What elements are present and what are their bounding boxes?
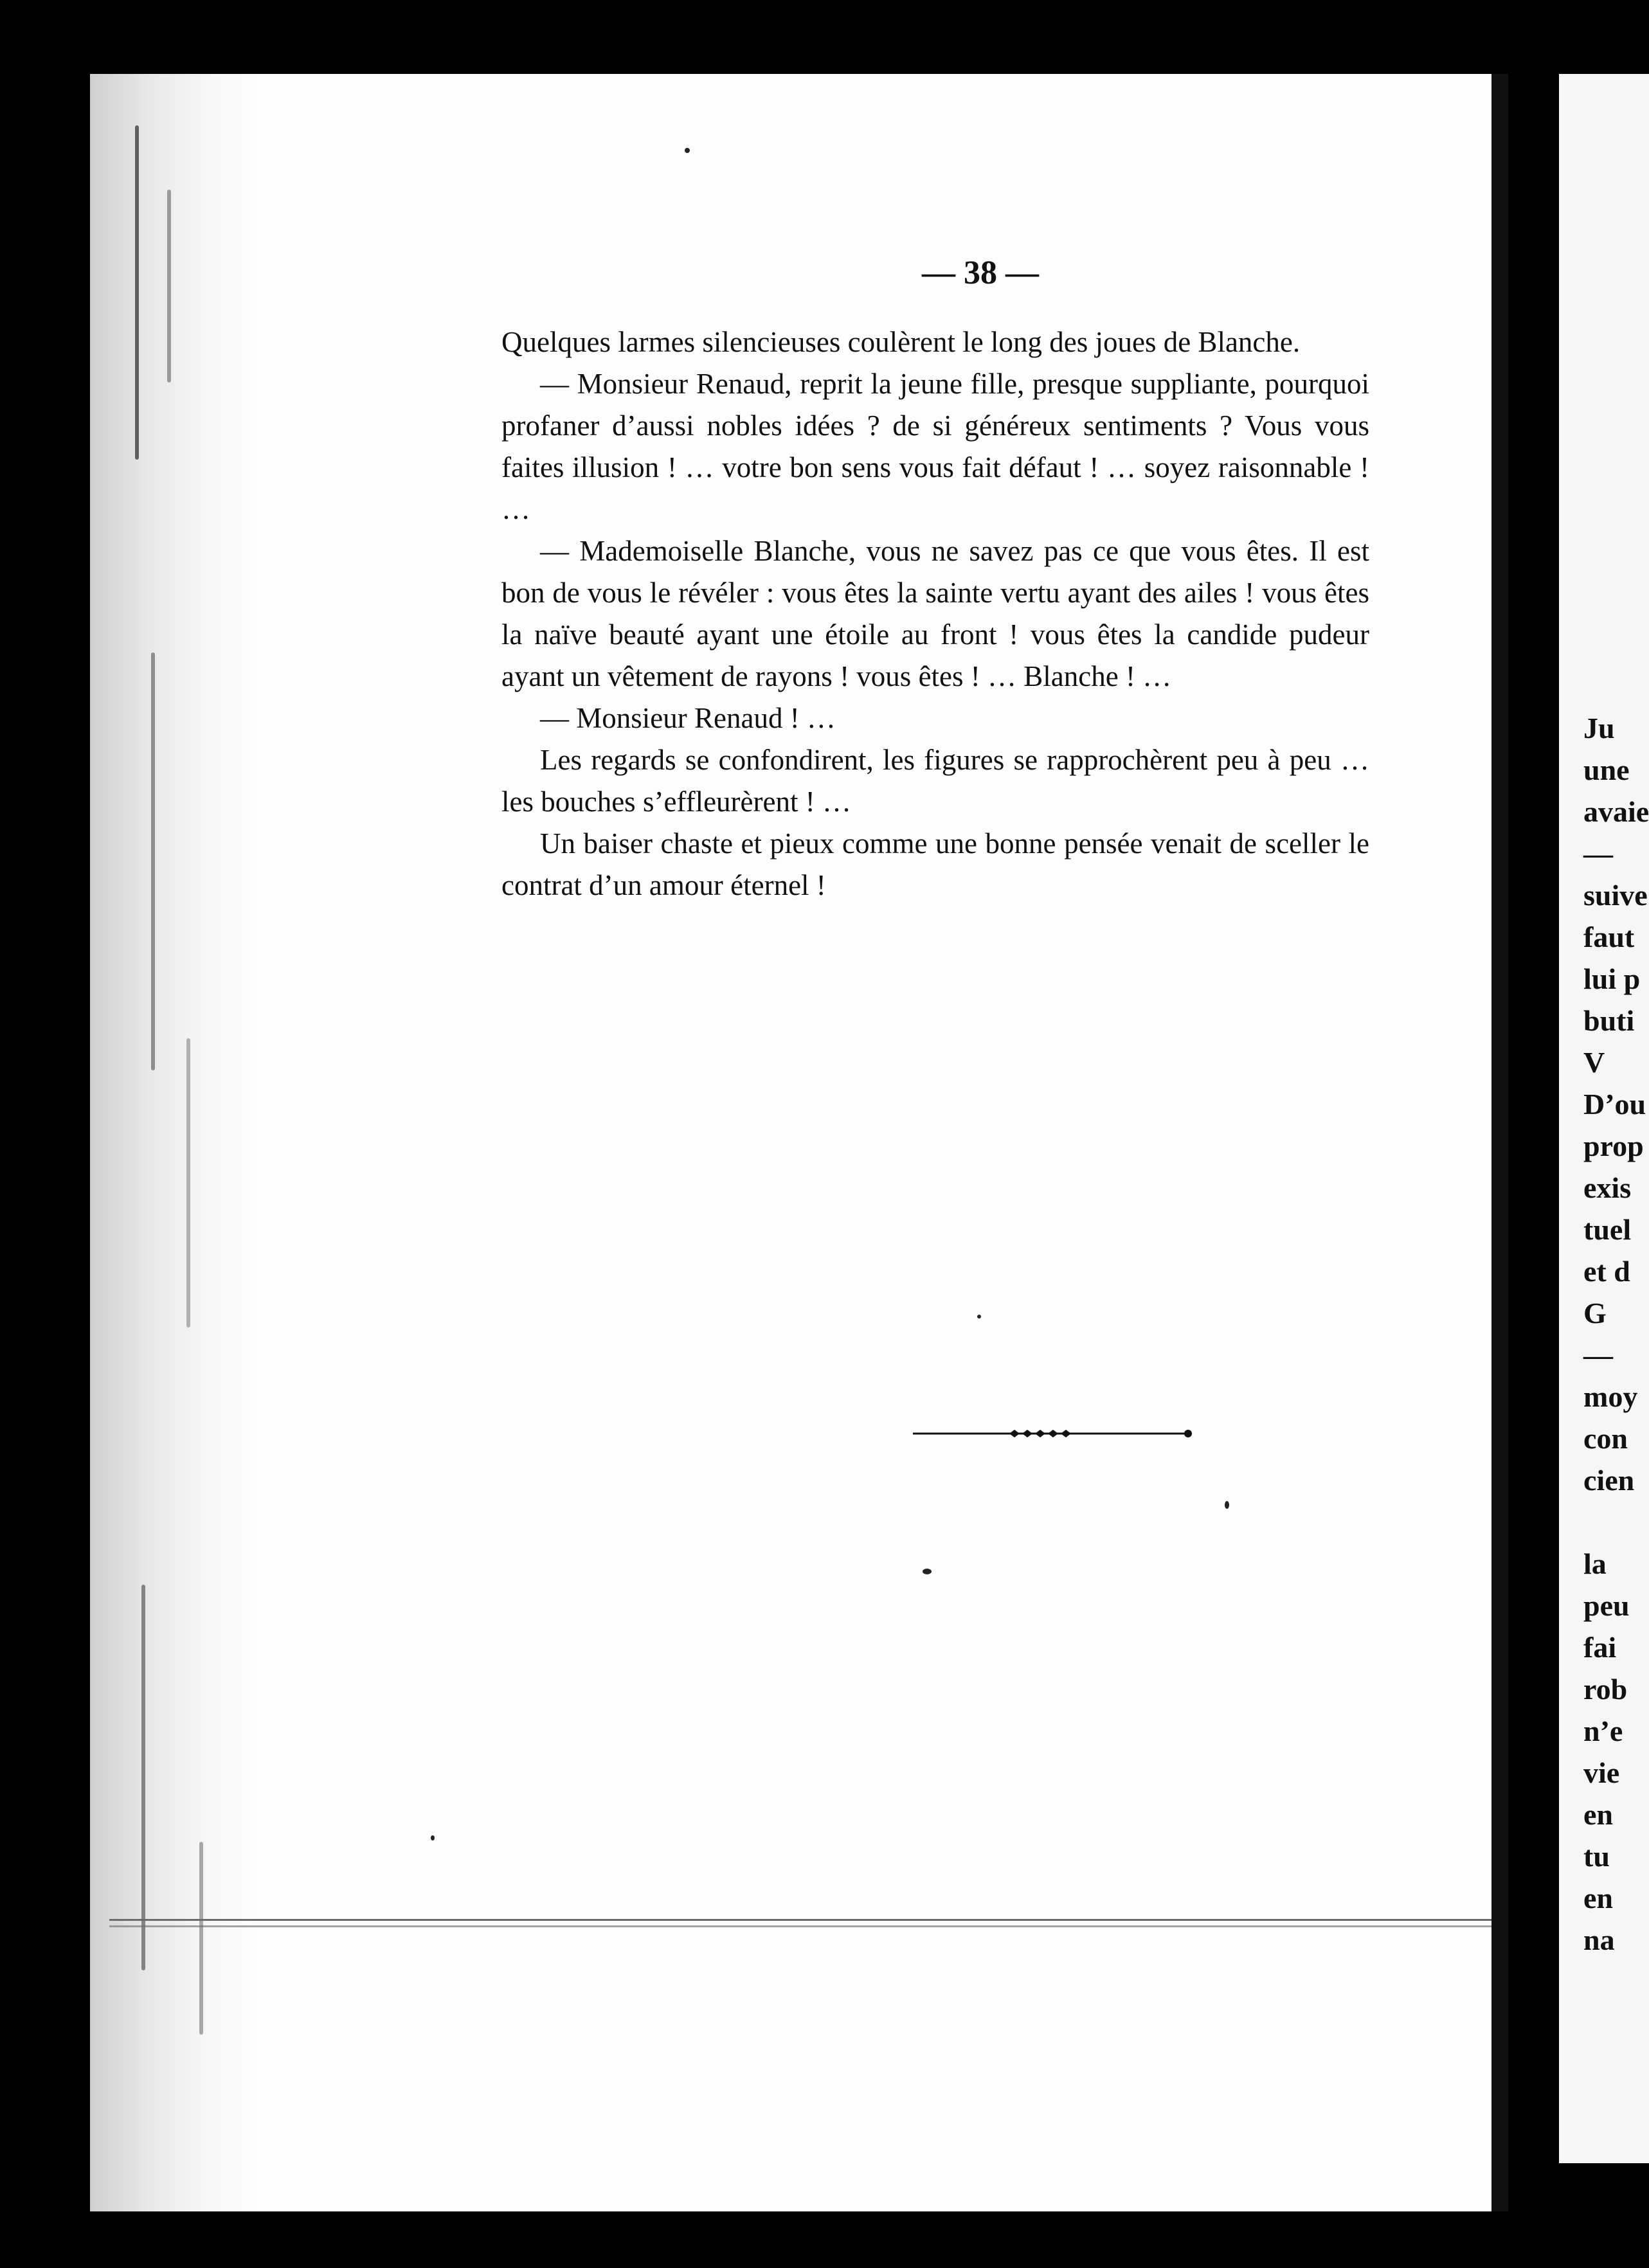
paragraph: — Mademoiselle Blanche, vous ne savez pas ce que vous êtes. Il est bon de vous le révéler : vous êtes la sainte vertu ayant des ailes ! vous êtes la naïve beauté ayant une étoile au front ! vous êtes la candide pudeur ayant un vêtement de rayons ! vous êtes ! … Blanche ! … — [501, 535, 1369, 692]
paragraph: — Monsieur Renaud ! … — [540, 702, 836, 734]
facing-page-fragment — [1559, 74, 1649, 2163]
facing-line-fragment: Ju — [1583, 712, 1615, 744]
facing-line-fragment: G — [1583, 1297, 1607, 1329]
facing-line-fragment: faut — [1583, 921, 1635, 953]
facing-line-fragment: buti — [1583, 1004, 1635, 1037]
facing-line-fragment: tuel — [1583, 1213, 1632, 1246]
facing-line-fragment: et d — [1583, 1255, 1630, 1288]
paper-crease — [135, 125, 139, 460]
scan-rule-line — [109, 1919, 1491, 1921]
paragraph: Un baiser chaste et pieux comme une bonne pensée venait de sceller le contrat d’un amour éternel ! — [501, 827, 1369, 901]
facing-line-fragment: vie — [1583, 1756, 1620, 1789]
worn-page-edge — [90, 74, 257, 2211]
ink-speck — [977, 1315, 981, 1318]
ink-speck — [685, 148, 690, 153]
facing-line-fragment: une — [1583, 753, 1630, 786]
facing-line-fragment: la — [1583, 1547, 1607, 1580]
facing-line-fragment: con — [1583, 1422, 1628, 1455]
facing-line-fragment: en — [1583, 1798, 1613, 1831]
facing-line-fragment: suive — [1583, 879, 1648, 912]
facing-line-fragment: en — [1583, 1882, 1613, 1914]
paper-crease — [141, 1585, 145, 1970]
facing-line-fragment: exis — [1583, 1171, 1632, 1204]
paper-crease — [186, 1038, 190, 1328]
facing-page-text — [1583, 707, 1649, 1961]
facing-line-fragment: V — [1583, 1046, 1605, 1079]
facing-line-fragment: peu — [1583, 1589, 1630, 1622]
paper-crease — [151, 652, 155, 1070]
paragraph: Quelques larmes silencieuses coulèrent le long des joues de Blanche. — [501, 326, 1301, 358]
facing-line-fragment: tu — [1583, 1840, 1610, 1873]
ink-speck — [431, 1835, 435, 1841]
book-gutter — [1491, 74, 1508, 2211]
facing-line-fragment: D’ou — [1583, 1088, 1646, 1120]
facing-line-fragment: avaie — [1583, 795, 1649, 828]
paper-crease — [167, 190, 171, 382]
facing-line-fragment: rob — [1583, 1673, 1628, 1706]
paragraph: Les regards se confondirent, les figures se rapprochèrent peu à peu … les bouches s’effleurèrent ! … — [501, 744, 1369, 818]
facing-line-fragment — [1583, 1501, 1649, 1543]
ink-speck — [1225, 1501, 1229, 1509]
page-number: — 38 — — [922, 255, 1039, 291]
facing-line-fragment: moy — [1583, 1380, 1638, 1413]
facing-line-fragment: prop — [1583, 1130, 1644, 1162]
body-text — [501, 321, 1369, 906]
facing-line-fragment: na — [1583, 1923, 1615, 1956]
facing-line-fragment: fai — [1583, 1631, 1617, 1664]
end-ornament-rule — [913, 1427, 1189, 1440]
facing-line-fragment: cien — [1583, 1464, 1635, 1497]
paragraph: — Monsieur Renaud, reprit la jeune fille, presque suppliante, pourquoi profaner d’aussi nobles idées ? de si généreux sentiments ? Vous vous faites illusion ! … votre bon sens vous fait défaut ! … soyez raisonnable ! … — [501, 368, 1369, 525]
paper-crease — [199, 1842, 203, 2035]
facing-line-fragment: lui p — [1583, 962, 1641, 995]
facing-line-fragment: n’e — [1583, 1715, 1623, 1747]
scan-rule-line — [109, 1925, 1491, 1927]
ink-speck — [923, 1569, 932, 1574]
facing-line-fragment: — — [1583, 837, 1613, 870]
facing-line-fragment: — — [1583, 1338, 1613, 1371]
